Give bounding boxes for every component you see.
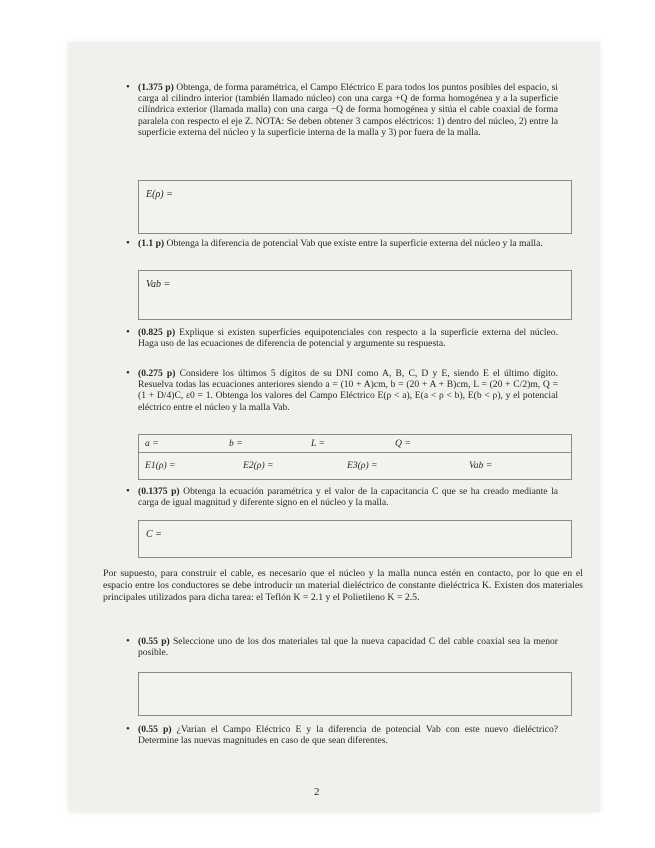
question-5-text: Obtenga la ecuación paramétrica y el valor de la capacitancia C que se ha creado mediante la carga de igual magnitud y diferente signo en el núcleo y la malla. bbox=[138, 486, 559, 509]
answer-box-potential-difference[interactable] bbox=[138, 270, 572, 320]
question-3-text: Explique si existen superficies equipotenciales con respecto a la superficie externa del núcleo. Haga uso de las ecuaciones de diferencia de potencial y argumente su respuesta. bbox=[138, 327, 558, 350]
grid-a: a = bbox=[145, 438, 159, 449]
answer-box-label: C = bbox=[146, 529, 162, 540]
question-6-points: (0.55 p) bbox=[138, 636, 170, 647]
grid-e1: E1(ρ) = bbox=[145, 460, 176, 471]
page-number: 2 bbox=[314, 786, 320, 798]
bullet: • bbox=[126, 635, 130, 647]
question-3-points: (0.825 p) bbox=[138, 327, 176, 338]
question-1-text: Obtenga, de forma paramétrica, el Campo Eléctrico E para todos los puntos posibles del espacio, si carga al cilindro interior (también llamado núcleo) con una carga +Q de forma homogénea y a la superficie cilíndrica exterior (llamada malla) con una carga −Q de forma homogénea y sitúa el cable coaxial de forma paralela con respecto el eje Z. NOTA: Se deben obtener 3 campos eléctricos: 1) dentro del núcleo, 2) entre la superficie externa del núcleo y la superficie interna de la malla y 3) por fuera de la malla. bbox=[138, 82, 558, 138]
question-2 bbox=[126, 237, 558, 249]
dielectric-paragraph: Por supuesto, para construir el cable, es necesario que el núcleo y la malla nunca estén en contacto, por lo que en el espacio entre los conductores se debe introducir un material dieléctrico de constante dieléctrica K. Existen dos materiales principales utilizados para dicha tarea: el Teflón K = 2.1 y el Polietileno K = 2.5. bbox=[103, 568, 583, 603]
grid-b: b = bbox=[229, 438, 243, 449]
question-7-text: ¿Varían el Campo Eléctrico E y la diferencia de potencial Vab con este nuevo dieléctrico? Determine las nuevas magnitudes en caso de que sean diferentes. bbox=[138, 724, 559, 747]
grid-e3: E3(ρ) = bbox=[347, 460, 378, 471]
question-3 bbox=[126, 326, 558, 350]
values-grid[interactable] bbox=[138, 434, 572, 480]
bullet: • bbox=[126, 237, 130, 249]
question-4-text: Considere los últimos 5 dígitos de su DNI como A, B, C, D y E, siendo E el último dígito. Resuelva todas las ecuaciones anteriores siendo a = (10 + A)cm, b = (20 + A + B)cm, L = (20 + C/2)m, Q = (1 + D/4)C, ε0 = 1. Obtenga los valores del Campo Eléctrico E(ρ < a), E(a < ρ < b), E(b < ρ), y el potencial eléctrico entre el núcleo y la malla Vab. bbox=[138, 368, 558, 413]
answer-box-label: E(ρ) = bbox=[146, 189, 173, 200]
question-1 bbox=[126, 81, 558, 138]
exam-page bbox=[68, 42, 600, 812]
grid-divider bbox=[139, 452, 571, 453]
question-7 bbox=[126, 723, 559, 747]
page-content bbox=[68, 42, 600, 812]
answer-box-material[interactable] bbox=[138, 672, 572, 716]
question-4-points: (0.275 p) bbox=[138, 368, 176, 379]
question-5-points: (0.1375 p) bbox=[138, 486, 180, 497]
bullet: • bbox=[126, 326, 130, 338]
question-4 bbox=[126, 367, 558, 413]
answer-box-capacitance[interactable] bbox=[138, 520, 572, 558]
grid-vab: Vab = bbox=[469, 460, 493, 471]
answer-box-electric-field[interactable] bbox=[138, 180, 572, 234]
grid-l: L = bbox=[311, 438, 326, 449]
question-6 bbox=[126, 635, 558, 659]
question-2-points: (1.1 p) bbox=[138, 238, 165, 249]
question-5 bbox=[126, 485, 559, 509]
question-2-text: Obtenga la diferencia de potencial Vab que existe entre la superficie externa del núcleo y la malla. bbox=[166, 238, 543, 249]
bullet: • bbox=[126, 81, 130, 93]
question-7-points: (0.55 p) bbox=[138, 724, 172, 735]
grid-e2: E2(ρ) = bbox=[243, 460, 274, 471]
question-6-text: Seleccione uno de los dos materiales tal que la nueva capacidad C del cable coaxial sea la menor posible. bbox=[138, 636, 558, 659]
answer-box-label: Vab = bbox=[146, 279, 171, 290]
bullet: • bbox=[126, 723, 130, 735]
question-1-points: (1.375 p) bbox=[138, 82, 174, 93]
grid-q: Q = bbox=[395, 438, 411, 449]
bullet: • bbox=[126, 367, 130, 379]
bullet: • bbox=[126, 485, 130, 497]
